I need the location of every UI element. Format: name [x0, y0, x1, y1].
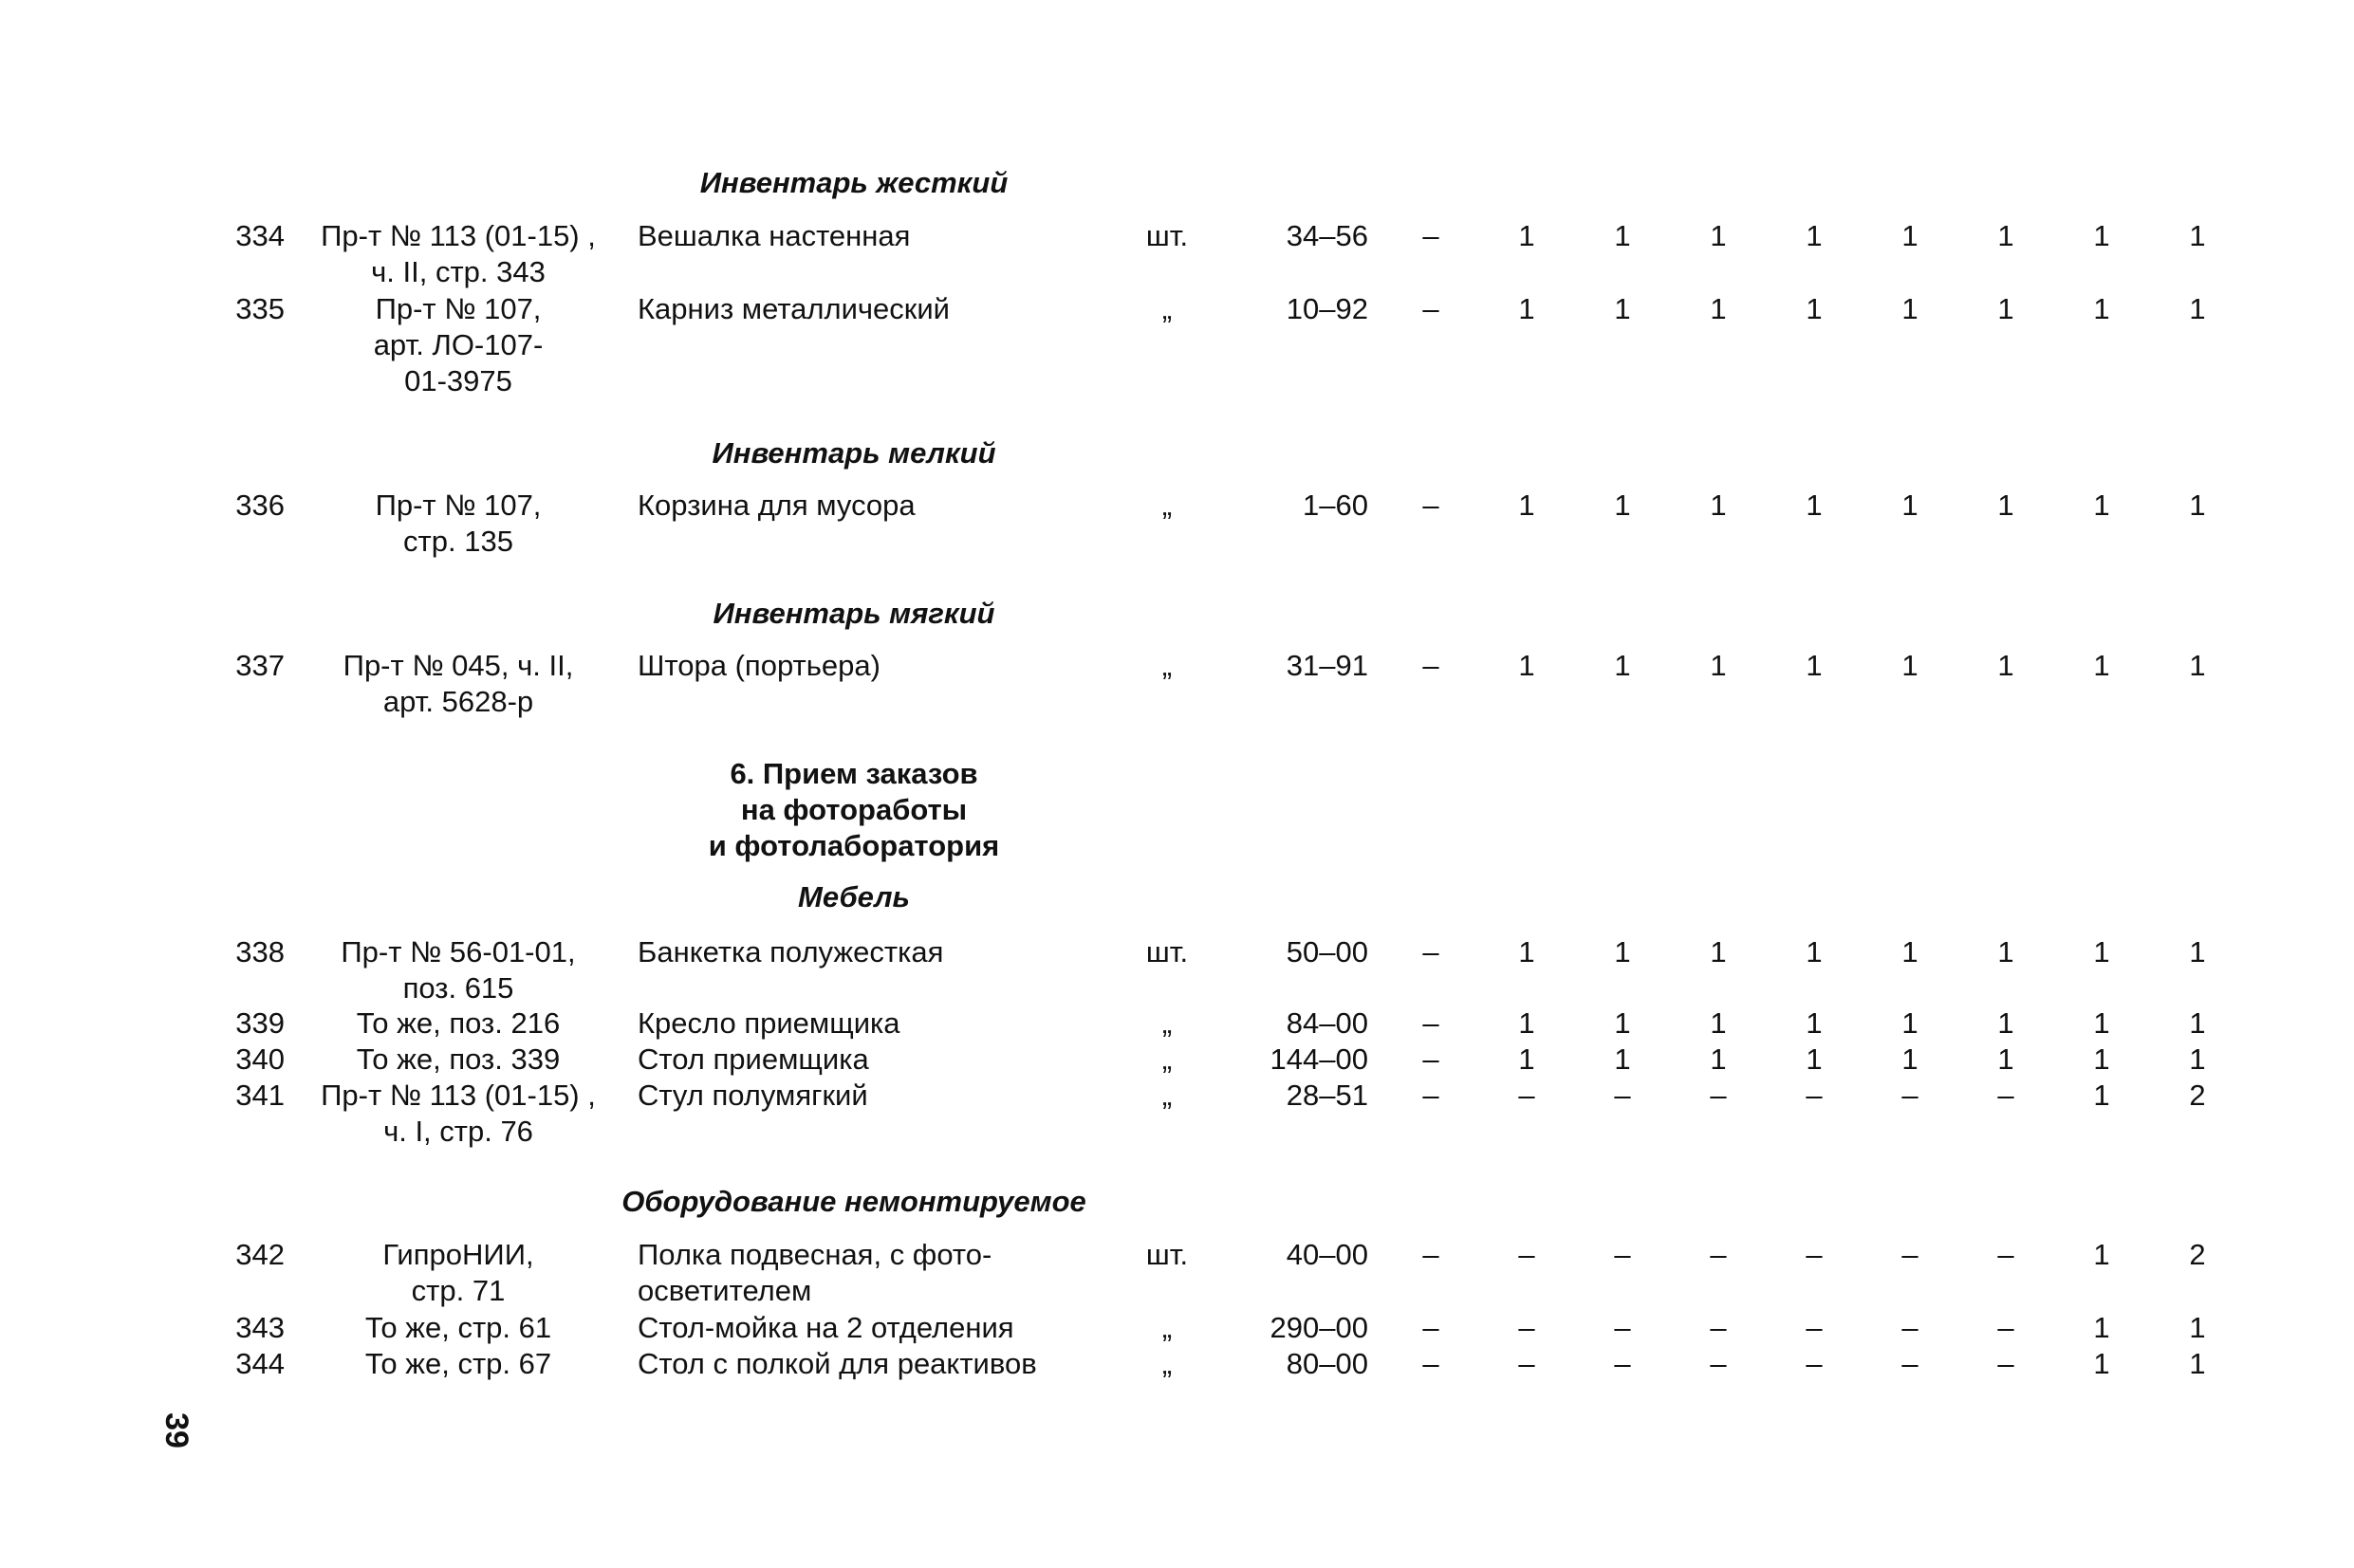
- row-value: –: [1806, 1079, 1823, 1112]
- row-value: 1: [1614, 1006, 1631, 1040]
- row-source: Пр-т № 113 (01-15) , ч. II, стр. 343: [321, 219, 596, 288]
- row-value: 1: [1518, 1042, 1535, 1076]
- row-value: 1: [1710, 935, 1727, 968]
- row-number: 341: [235, 1079, 285, 1112]
- row-value: 1: [2093, 1347, 2110, 1380]
- row-value: 1: [2093, 1042, 2110, 1076]
- row-value: –: [1901, 1311, 1918, 1344]
- row-number: 334: [235, 219, 285, 252]
- row-value: 1: [2093, 649, 2110, 682]
- row-value: –: [1614, 1079, 1631, 1112]
- row-number: 335: [235, 292, 285, 325]
- row-value: 1: [1806, 292, 1823, 325]
- row-source: Пр-т № 045, ч. II, арт. 5628-р: [343, 649, 574, 718]
- row-value: –: [1710, 1238, 1727, 1271]
- row-price: 50–00: [1286, 935, 1368, 968]
- row-value: –: [1614, 1347, 1631, 1380]
- row-value: 1: [2189, 489, 2206, 522]
- row-value: 1: [1614, 292, 1631, 325]
- row-value: 1: [1614, 489, 1631, 522]
- row-value: 1: [1806, 219, 1823, 252]
- row-value: 1: [1710, 1006, 1727, 1040]
- row-value: –: [1422, 649, 1439, 682]
- row-price: 34–56: [1286, 219, 1368, 252]
- row-price: 84–00: [1286, 1006, 1368, 1040]
- row-value: 1: [1901, 292, 1918, 325]
- row-price: 10–92: [1286, 292, 1368, 325]
- row-value: –: [1518, 1311, 1535, 1344]
- row-price: 80–00: [1286, 1347, 1368, 1380]
- row-item-name: Стол с полкой для реактивов: [638, 1347, 1037, 1380]
- row-value: 1: [2189, 219, 2206, 252]
- row-value: 1: [1997, 1006, 2014, 1040]
- row-item-name: Стул полумягкий: [638, 1079, 868, 1112]
- section-header-small-inventory: Инвентарь мелкий: [712, 436, 996, 470]
- row-value: 1: [1806, 1006, 1823, 1040]
- row-item-name: Корзина для мусора: [638, 489, 916, 522]
- row-value: 1: [1614, 1042, 1631, 1076]
- row-number: 340: [235, 1042, 285, 1076]
- row-value: –: [1422, 1079, 1439, 1112]
- row-price: 31–91: [1286, 649, 1368, 682]
- row-value: 1: [2093, 1311, 2110, 1344]
- row-value: 1: [1806, 649, 1823, 682]
- row-value: 1: [1901, 1042, 1918, 1076]
- row-source: Пр-т № 107, стр. 135: [375, 489, 542, 558]
- row-value: –: [1422, 1006, 1439, 1040]
- row-item-name: Кресло приемщика: [638, 1006, 900, 1040]
- row-value: –: [1614, 1238, 1631, 1271]
- row-value: –: [1997, 1079, 2014, 1112]
- row-value: –: [1422, 489, 1439, 522]
- row-value: 1: [1710, 489, 1727, 522]
- row-value: 1: [1997, 935, 2014, 968]
- row-value: –: [1422, 1347, 1439, 1380]
- row-item-name: Банкетка полужесткая: [638, 935, 944, 968]
- row-value: 1: [1518, 935, 1535, 968]
- row-value: –: [1710, 1311, 1727, 1344]
- row-value: 1: [1997, 649, 2014, 682]
- row-value: 1: [1901, 489, 1918, 522]
- row-value: 1: [1806, 489, 1823, 522]
- row-value: –: [1806, 1238, 1823, 1271]
- row-value: 1: [2093, 1079, 2110, 1112]
- row-value: –: [1422, 219, 1439, 252]
- row-value: –: [1710, 1347, 1727, 1380]
- row-item-name: Вешалка настенная: [638, 219, 911, 252]
- row-item-name: Стол приемщика: [638, 1042, 869, 1076]
- row-value: –: [1518, 1347, 1535, 1380]
- row-number: 344: [235, 1347, 285, 1380]
- row-value: 1: [1901, 219, 1918, 252]
- row-value: –: [1518, 1079, 1535, 1112]
- row-value: 1: [1997, 1042, 2014, 1076]
- row-value: 1: [1518, 219, 1535, 252]
- row-value: 1: [1806, 1042, 1823, 1076]
- row-value: 1: [1806, 935, 1823, 968]
- row-number: 336: [235, 489, 285, 522]
- row-value: 1: [1901, 935, 1918, 968]
- row-value: 1: [1614, 219, 1631, 252]
- row-value: –: [1710, 1079, 1727, 1112]
- row-unit: „: [1161, 1347, 1173, 1380]
- row-value: 1: [2093, 219, 2110, 252]
- row-unit: шт.: [1145, 219, 1189, 252]
- row-value: 1: [1997, 219, 2014, 252]
- row-source: То же, стр. 67: [364, 1347, 552, 1380]
- row-value: –: [1518, 1238, 1535, 1271]
- section-header-equipment: Оборудование немонтируемое: [621, 1185, 1086, 1218]
- row-value: 1: [1614, 935, 1631, 968]
- row-unit: „: [1161, 1079, 1173, 1112]
- section-header-photo-orders: 6. Прием заказов на фотоработы и фотолаборатория: [708, 757, 1000, 862]
- row-value: 1: [2189, 1042, 2206, 1076]
- row-value: –: [1422, 1042, 1439, 1076]
- row-value: 1: [1518, 292, 1535, 325]
- section-header-soft-inventory: Инвентарь мягкий: [713, 597, 995, 630]
- row-source: То же, поз. 216: [356, 1006, 561, 1040]
- row-value: –: [1901, 1238, 1918, 1271]
- row-source: Пр-т № 56-01-01, поз. 615: [341, 935, 576, 1005]
- row-number: 342: [235, 1238, 285, 1271]
- row-item-name: Карниз металлический: [638, 292, 950, 325]
- section-header-hard-inventory: Инвентарь жесткий: [699, 166, 1009, 199]
- row-value: –: [1422, 292, 1439, 325]
- row-value: –: [1422, 1238, 1439, 1271]
- row-value: 1: [1614, 649, 1631, 682]
- row-source: То же, поз. 339: [356, 1042, 561, 1076]
- row-value: –: [1806, 1311, 1823, 1344]
- row-unit: „: [1161, 1311, 1173, 1344]
- row-value: –: [1614, 1311, 1631, 1344]
- row-unit: „: [1161, 1042, 1173, 1076]
- row-value: 1: [2093, 1238, 2110, 1271]
- row-value: 1: [2093, 292, 2110, 325]
- row-value: 1: [1710, 219, 1727, 252]
- row-value: –: [1806, 1347, 1823, 1380]
- row-value: 1: [2189, 649, 2206, 682]
- row-source: То же, стр. 61: [364, 1311, 552, 1344]
- row-source: Пр-т № 107, арт. ЛО-107- 01-3975: [373, 292, 544, 397]
- row-price: 28–51: [1286, 1079, 1368, 1112]
- row-value: 1: [1710, 1042, 1727, 1076]
- row-value: –: [1997, 1311, 2014, 1344]
- row-value: 1: [1901, 649, 1918, 682]
- row-value: 1: [2093, 1006, 2110, 1040]
- row-item-name: Штора (портьера): [638, 649, 880, 682]
- row-value: 1: [1997, 292, 2014, 325]
- row-value: 1: [1518, 489, 1535, 522]
- row-number: 337: [235, 649, 285, 682]
- row-value: 1: [2093, 935, 2110, 968]
- row-value: 1: [1710, 649, 1727, 682]
- row-item-name: Стол-мойка на 2 отделения: [638, 1311, 1014, 1344]
- row-value: 1: [1518, 649, 1535, 682]
- row-unit: шт.: [1145, 1238, 1189, 1271]
- row-number: 338: [235, 935, 285, 968]
- row-number: 339: [235, 1006, 285, 1040]
- row-value: –: [1997, 1347, 2014, 1380]
- row-unit: „: [1161, 292, 1173, 325]
- row-value: –: [1997, 1238, 2014, 1271]
- row-value: –: [1901, 1079, 1918, 1112]
- row-value: 1: [2093, 489, 2110, 522]
- row-value: 1: [2189, 1347, 2206, 1380]
- row-value: –: [1422, 1311, 1439, 1344]
- row-value: –: [1901, 1347, 1918, 1380]
- row-value: 1: [1518, 1006, 1535, 1040]
- row-value: 2: [2189, 1238, 2206, 1271]
- row-price: 40–00: [1286, 1238, 1368, 1271]
- section-header-furniture: Мебель: [798, 880, 910, 913]
- row-price: 144–00: [1270, 1042, 1368, 1076]
- row-source: Пр-т № 113 (01-15) , ч. I, стр. 76: [321, 1079, 596, 1148]
- row-value: 2: [2189, 1079, 2206, 1112]
- row-value: 1: [1997, 489, 2014, 522]
- row-unit: шт.: [1145, 935, 1189, 968]
- row-unit: „: [1161, 649, 1173, 682]
- row-price: 290–00: [1270, 1311, 1368, 1344]
- row-value: 1: [2189, 292, 2206, 325]
- row-item-name: Полка подвесная, с фото- осветителем: [638, 1238, 992, 1307]
- row-value: –: [1422, 935, 1439, 968]
- row-number: 343: [235, 1311, 285, 1344]
- row-value: 1: [2189, 935, 2206, 968]
- row-value: 1: [1710, 292, 1727, 325]
- row-unit: „: [1161, 489, 1173, 522]
- row-value: 1: [2189, 1006, 2206, 1040]
- row-value: 1: [2189, 1311, 2206, 1344]
- page-number: 39: [158, 1412, 195, 1448]
- row-price: 1–60: [1303, 489, 1368, 522]
- row-source: ГипроНИИ, стр. 71: [382, 1238, 534, 1307]
- row-value: 1: [1901, 1006, 1918, 1040]
- row-unit: „: [1161, 1006, 1173, 1040]
